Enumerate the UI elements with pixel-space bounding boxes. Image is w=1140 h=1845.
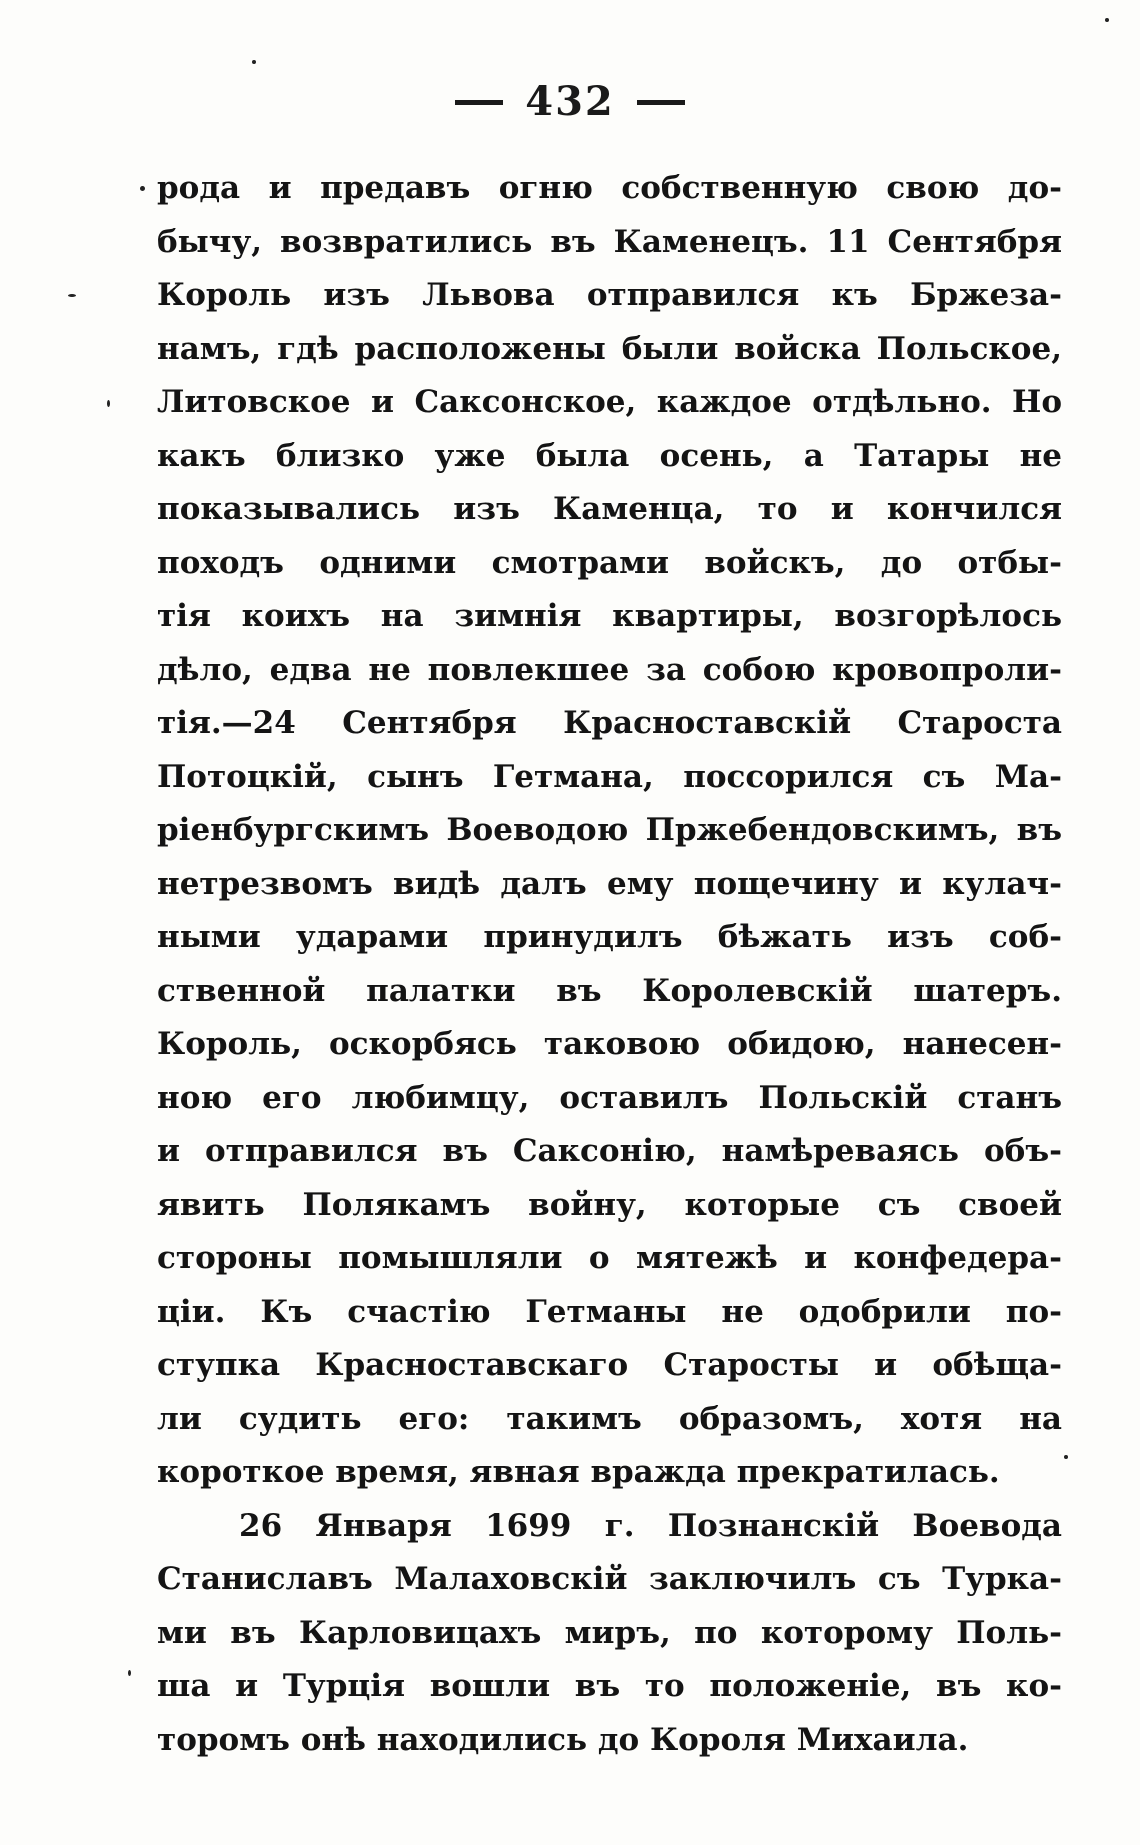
text-line: ступка Красноставскаго Старосты и обѣща- [157, 1347, 1062, 1383]
text-line: стороны помышляли о мятежѣ и конфедера- [157, 1240, 1062, 1276]
text-line: ственной палатки въ Королевскій шатеръ. [157, 972, 1062, 1009]
text-line: и отправился въ Саксонію, намѣреваясь объ- [157, 1133, 1062, 1169]
scan-speck [1105, 18, 1109, 22]
text-line: Король изъ Львова отправился къ Бржеза- [157, 277, 1062, 313]
text-line: Литовское и Саксонское, каждое отдѣльно. Но [157, 384, 1062, 420]
text-line: ціи. Къ счастію Гетманы не одобрили по- [157, 1293, 1062, 1330]
scan-speck [140, 186, 145, 191]
text-line: какъ близко уже была осень, а Татары не [157, 437, 1062, 474]
scan-speck [252, 60, 256, 64]
body-text [157, 162, 1062, 1767]
text-line: тія.—24 Сентября Красноставскій Староста [157, 705, 1062, 741]
text-line: намъ, гдѣ расположены были войска Польское, [157, 330, 1062, 367]
text-line: походъ одними смотрами войскъ, до отбы- [157, 544, 1062, 581]
header-dash-right [637, 100, 685, 105]
text-line: ли судить его: такимъ образомъ, хотя на [157, 1400, 1062, 1437]
page-header [0, 78, 1140, 125]
text-line: дѣло, едва не повлекшее за собою кровопроли- [157, 651, 1062, 688]
text-line: ми въ Карловицахъ миръ, по которому Поль- [157, 1614, 1062, 1651]
text-line: бычу, возвратились въ Каменецъ. 11 Сентября [157, 223, 1062, 260]
text-line-paragraph-start: 26 Января 1699 г. Познанскій Воевода [239, 1507, 1062, 1544]
scan-speck [107, 400, 110, 407]
scan-speck [68, 294, 76, 297]
text-line: нетрезвомъ видѣ далъ ему пощечину и кулач- [157, 865, 1062, 902]
text-line: рода и предавъ огню собственную свою до- [157, 170, 1062, 206]
text-line: ріенбургскимъ Воеводою Пржебендовскимъ, въ [157, 812, 1062, 848]
text-line: ными ударами принудилъ бѣжать изъ соб- [157, 919, 1062, 955]
text-line: ною его любимцу, оставилъ Польскій станъ [157, 1079, 1062, 1116]
scan-speck [1064, 1455, 1068, 1459]
text-line: тія коихъ на зимнія квартиры, возгорѣлось [157, 598, 1062, 634]
scan-speck [128, 1670, 131, 1676]
text-line: Король, оскорбясь таковою обидою, нанесен- [157, 1026, 1062, 1062]
text-line: показывались изъ Каменца, то и кончился [157, 491, 1062, 527]
text-line: Станиславъ Малаховскій заключилъ съ Турка- [157, 1561, 1062, 1597]
page-number: 432 [525, 78, 615, 125]
text-line: Потоцкій, сынъ Гетмана, поссорился съ Ма- [157, 758, 1062, 795]
text-line: ша и Турція вошли въ то положеніе, въ ко- [157, 1668, 1062, 1704]
text-line: торомъ онѣ находились до Короля Михаила. [157, 1721, 969, 1758]
text-line: короткое время, явная вражда прекратилась. [157, 1454, 1000, 1490]
text-line: явить Полякамъ войну, которые съ своей [157, 1186, 1062, 1223]
header-dash-left [455, 100, 503, 105]
